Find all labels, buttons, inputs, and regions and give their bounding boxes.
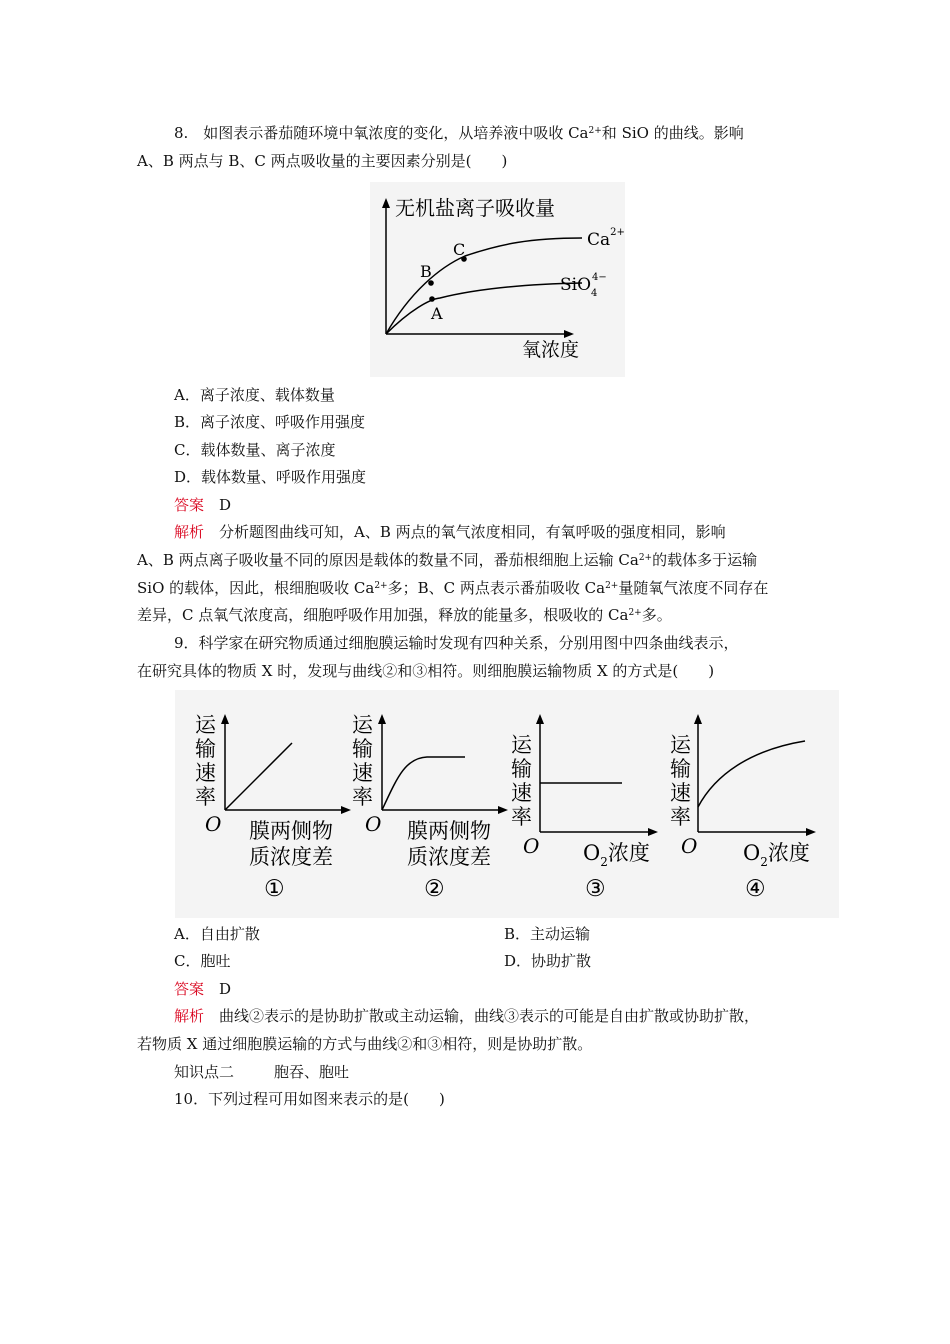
label-B: B (420, 262, 432, 281)
q9-analysis-line1: 解析 曲线②表示的是协助扩散或主动运输，曲线③表示的可能是自由扩散或协助扩散， (174, 1007, 760, 1025)
svg-text:运: 运 (511, 733, 532, 757)
svg-text:率: 率 (352, 785, 373, 809)
svg-text:率: 率 (670, 805, 691, 829)
q8-analysis-line4: 差异，C 点氧气浓度高，细胞呼吸作用加强，释放的能量多，根吸收的 $Ca^{2+}$多。 (137, 606, 672, 624)
svg-text:③: ③ (585, 876, 606, 902)
q9-option-b: B．主动运输 (504, 925, 591, 943)
svg-text:运: 运 (195, 713, 216, 737)
svg-text:O2浓度: $O_2$浓度 (743, 841, 810, 869)
svg-text:运: 运 (352, 713, 373, 737)
q9-option-a: A．自由扩散 (174, 925, 260, 943)
point-B (428, 280, 434, 286)
svg-text:速: 速 (511, 781, 532, 805)
section-heading: 知识点二 胞吞、胞吐 (174, 1063, 350, 1081)
label-A: A (431, 304, 443, 323)
svg-text:输: 输 (352, 737, 373, 761)
q8-analysis-line3: SiO 的载体，因此，根细胞吸收 $Ca^{2+}$多；B、C 两点表示番茄吸收 $Ca^{2+}$量随氧气浓度不同存在 (137, 579, 769, 597)
q8-figure (370, 182, 625, 381)
svg-text:膜两侧物: 膜两侧物 (249, 819, 333, 843)
q9-stem-line1: 9．科学家在研究物质通过细胞膜运输时发现有四种关系，分别用图中四条曲线表示， (174, 634, 739, 652)
q8-analysis-line2: A、B 两点离子吸收量不同的原因是载体的数量不同，番茄根细胞上运输 $Ca^{2+}$的载体多于运输 (137, 551, 758, 569)
q9-option-d: D．协助扩散 (504, 952, 592, 970)
q9-figure (175, 690, 839, 922)
q8-answer: 答案 D (174, 496, 232, 514)
svg-text:④: ④ (745, 876, 766, 902)
ca-label: $Ca^{2+}$ (587, 227, 625, 250)
q8-stem-line1: 8. 如图表示番茄随环境中氧浓度的变化，从培养液中吸收 $Ca^{2+}$和 SiO 的曲线。影响 (174, 124, 744, 142)
svg-text:质浓度差: 质浓度差 (249, 845, 333, 869)
q9-answer: 答案 D (174, 980, 232, 998)
q9-stem-line2: 在研究具体的物质 X 时，发现与曲线②和③相符。则细胞膜运输物质 X 的方式是( ) (137, 662, 715, 680)
q8-ylabel: 无机盐离子吸收量 (395, 196, 555, 220)
q8-xlabel: 氧浓度 (522, 339, 580, 361)
q8-analysis-line1: 解析 分析题图曲线可知，A、B 两点的氧气浓度相同，有氧呼吸的强度相同，影响 (174, 523, 726, 541)
q10-stem: 10．下列过程可用如图来表示的是( ) (174, 1090, 445, 1108)
q8-stem-line2: A、B 两点与 B、C 两点吸收量的主要因素分别是( ) (137, 152, 508, 170)
sio4-label: SiO44− (560, 272, 607, 299)
svg-text:速: 速 (195, 761, 216, 785)
svg-text:率: 率 (195, 785, 216, 809)
q8-option-d: D．载体数量、呼吸作用强度 (174, 468, 367, 486)
svg-text:①: ① (264, 876, 285, 902)
svg-text:O: O (681, 834, 698, 858)
svg-text:运: 运 (670, 733, 691, 757)
svg-text:质浓度差: 质浓度差 (407, 845, 491, 869)
svg-text:O: O (205, 812, 222, 836)
point-A (429, 296, 435, 302)
svg-text:输: 输 (195, 737, 216, 761)
svg-text:O2浓度: $O_2$浓度 (583, 841, 650, 869)
svg-text:膜两侧物: 膜两侧物 (407, 819, 491, 843)
svg-text:率: 率 (511, 805, 532, 829)
svg-text:输: 输 (511, 757, 532, 781)
svg-text:速: 速 (670, 781, 691, 805)
q8-option-a: A．离子浓度、载体数量 (174, 386, 335, 404)
label-C: C (453, 240, 466, 259)
svg-text:O: O (523, 834, 540, 858)
q8-option-b: B．离子浓度、呼吸作用强度 (174, 413, 366, 431)
svg-text:②: ② (424, 876, 445, 902)
svg-text:速: 速 (352, 761, 373, 785)
svg-text:输: 输 (670, 757, 691, 781)
q8-option-c: C．载体数量、离子浓度 (174, 441, 336, 459)
q9-analysis-line2: 若物质 X 通过细胞膜运输的方式与曲线②和③相符，则是协助扩散。 (137, 1035, 593, 1053)
q9-option-c: C．胞吐 (174, 952, 231, 970)
svg-text:O: O (365, 812, 382, 836)
